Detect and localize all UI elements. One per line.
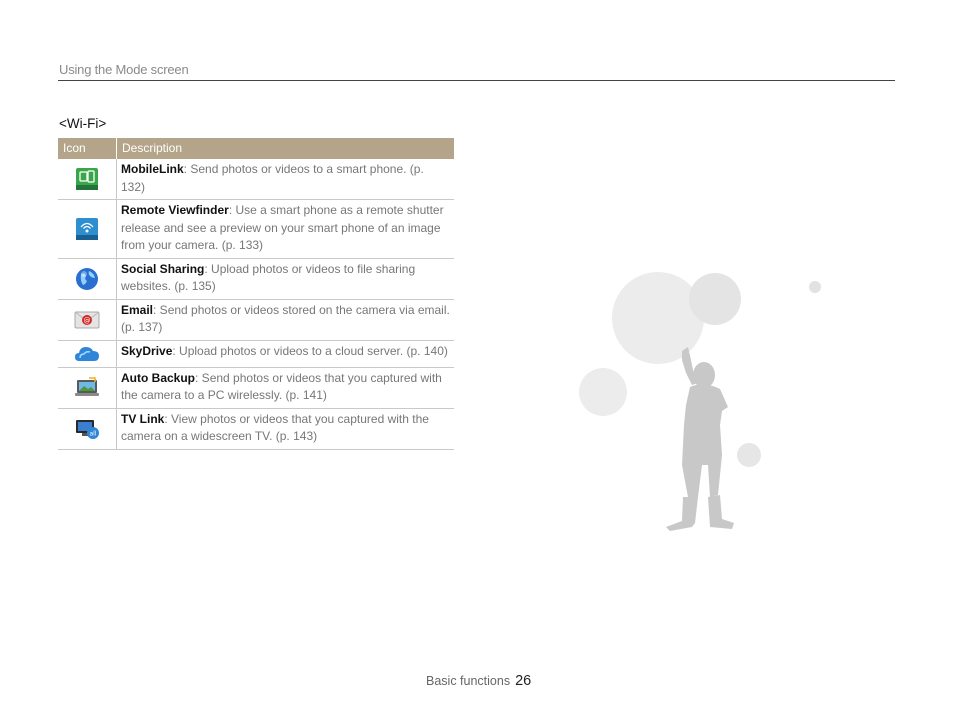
decorative-circle	[809, 281, 821, 293]
icon-cell	[58, 258, 117, 299]
description-cell	[117, 367, 455, 408]
svg-text:@: @	[83, 316, 91, 324]
page-number: 26	[515, 673, 532, 689]
description-cell	[117, 408, 455, 449]
mode-description: : Send photos or videos stored on the camera via email. (p. 137)	[121, 302, 450, 334]
column-header-description: Description	[117, 138, 455, 159]
mode-name: Remote Viewfinder	[121, 203, 229, 217]
table-row	[58, 299, 454, 340]
table-row	[58, 408, 454, 449]
page-footer	[426, 673, 531, 689]
mode-description: : View photos or videos that you captured with the camera on a widescreen TV. (p. 143)	[121, 411, 429, 443]
cloud-icon	[74, 341, 100, 367]
column-header-icon: Icon	[58, 138, 117, 159]
remote-viewfinder-icon	[74, 216, 100, 242]
decorative-circle	[579, 368, 627, 416]
table-row	[58, 159, 454, 200]
description-cell	[117, 159, 455, 200]
decorative-circle	[689, 273, 741, 325]
footer-label: Basic functions	[426, 674, 511, 688]
mode-name: Auto Backup	[121, 370, 196, 385]
mode-description: : Send photos or videos that you captured with the camera to a PC wirelessly. (p. 141)	[121, 370, 442, 402]
boy-silhouette	[666, 347, 734, 531]
tv-link-icon	[74, 416, 100, 442]
icon-cell	[58, 200, 117, 259]
email-icon	[74, 307, 100, 333]
description-cell	[117, 299, 455, 340]
mode-description: : Use a smart phone as a remote shutter release and see a preview on your smart phone of an image from your camera. (p. 133)	[121, 203, 444, 252]
icon-cell	[58, 299, 117, 340]
decorative-circle	[737, 443, 761, 467]
mode-description: : Upload photos or videos to a cloud server. (p. 140)	[172, 343, 448, 358]
mode-description: : Upload photos or videos to file sharing websites. (p. 135)	[121, 261, 416, 293]
icon-cell	[58, 340, 117, 367]
mode-name: SkyDrive	[121, 343, 173, 358]
icon-cell	[58, 159, 117, 200]
globe-icon	[74, 266, 100, 292]
table-row	[58, 200, 454, 259]
mode-name: MobileLink	[121, 162, 184, 176]
section-title: <Wi-Fi>	[59, 116, 107, 131]
decorative-circle	[612, 272, 704, 364]
table-header-row	[58, 138, 454, 159]
description-cell	[117, 200, 455, 259]
table-row	[58, 367, 454, 408]
table-row	[58, 258, 454, 299]
header-divider	[58, 80, 895, 81]
description-cell	[117, 340, 455, 367]
svg-text:all: all	[89, 430, 97, 437]
mode-description: : Send photos or videos to a smart phone. (p. 132)	[121, 162, 424, 194]
icon-cell	[58, 367, 117, 408]
auto-backup-icon	[74, 375, 100, 401]
mobilelink-icon	[74, 166, 100, 192]
wifi-modes-table	[58, 138, 454, 450]
mode-name: Email	[121, 302, 154, 317]
mode-name: Social Sharing	[121, 261, 205, 276]
table-row	[58, 340, 454, 367]
description-cell	[117, 258, 455, 299]
page-header-section: Using the Mode screen	[59, 62, 189, 77]
decorative-illustration	[570, 265, 830, 545]
mode-name: TV Link	[121, 411, 165, 426]
icon-cell	[58, 408, 117, 449]
